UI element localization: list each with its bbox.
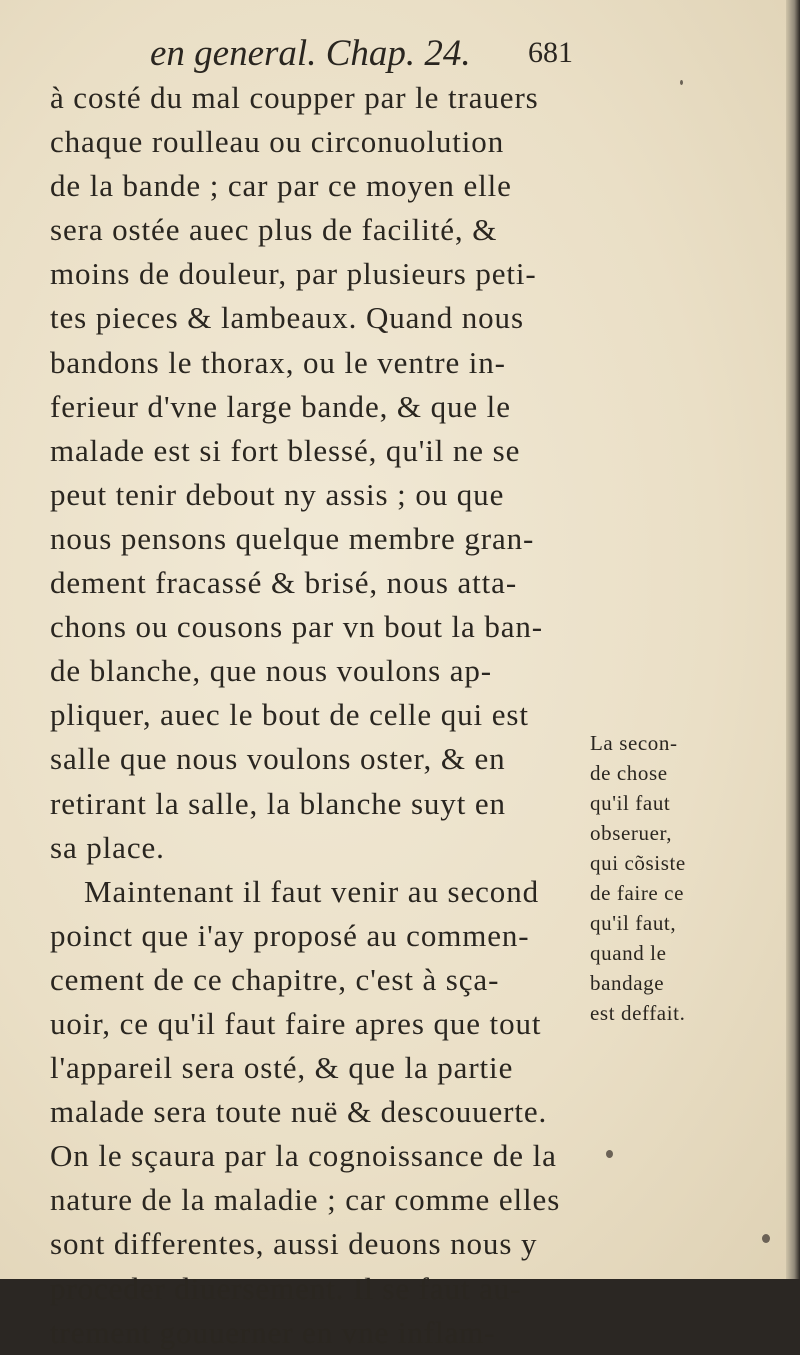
page-header (0, 28, 786, 80)
margin-note-line: La secon- (590, 731, 678, 755)
text-line: retirant la salle, la blanche suyt en (50, 785, 506, 821)
text-line: moins de douleur, par plusieurs peti- (50, 256, 537, 292)
text-line: sa place. (50, 829, 165, 865)
ink-speck (762, 1234, 770, 1243)
text-line: trement gouuerner en vne inflam- (50, 1314, 496, 1350)
margin-note-line: bandage (590, 971, 665, 995)
text-line: On le sçaura par la cognoissance de la (50, 1138, 557, 1174)
text-line: sera ostée auec plus de facilité, & (50, 212, 498, 248)
text-line: malade sera toute nuë & descouuerte. (50, 1094, 548, 1130)
text-line: nature de la maladie ; car comme elles (50, 1182, 561, 1218)
text-line: salle que nous voulons oster, & en (50, 741, 506, 777)
text-line: malade est si fort blessé, qu'il ne se (50, 432, 521, 468)
margin-note-line: obseruer, (590, 821, 673, 845)
text-line: l'appareil sera osté, & que la partie (50, 1050, 514, 1086)
margin-note-line: qu'il faut, (590, 911, 677, 935)
text-line: tes pieces & lambeaux. Quand nous (50, 300, 524, 336)
ink-speck (606, 1150, 613, 1158)
text-line: peut tenir debout ny assis ; ou que (50, 476, 505, 512)
margin-note-line: qui cõsiste (590, 851, 686, 875)
paragraph-start-line: Maintenant il faut venir au second (84, 873, 539, 909)
margin-note-line: est deffait. (590, 1001, 686, 1025)
text-line: proceder diuersement. Il se faut au- (50, 1270, 522, 1306)
text-line: cement de ce chapitre, c'est à sça- (50, 961, 500, 997)
page-edge-shadow (786, 0, 800, 1279)
text-line: à costé du mal coupper par le trauers (50, 80, 539, 115)
body-text (50, 76, 610, 1355)
text-line: de blanche, que nous voulons ap- (50, 653, 493, 689)
margin-note-line: de faire ce (590, 881, 685, 905)
text-line: de la bande ; car par ce moyen elle (50, 168, 512, 204)
text-line: chaque roulleau ou circonuolution (50, 124, 505, 160)
text-line: ferieur d'vne large bande, & que le (50, 388, 511, 424)
margin-note-line: de chose (590, 761, 668, 785)
running-title: en general. Chap. 24. (150, 33, 471, 74)
margin-note-line: qu'il faut (590, 791, 671, 815)
page-number: 681 (528, 36, 573, 69)
margin-note-line: quand le (590, 941, 667, 965)
ink-speck (680, 80, 683, 85)
text-line: sont differentes, aussi deuons nous y (50, 1226, 538, 1262)
text-line: nous pensons quelque membre gran- (50, 520, 535, 556)
margin-note (590, 728, 750, 1028)
text-line: uoir, ce qu'il faut faire apres que tout (50, 1005, 542, 1041)
text-line: chons ou cousons par vn bout la ban- (50, 609, 544, 645)
text-line: bandons le thorax, ou le ventre in- (50, 344, 506, 380)
text-line: dement fracassé & brisé, nous atta- (50, 565, 518, 601)
text-line: pliquer, auec le bout de celle qui est (50, 697, 529, 733)
text-line: poinct que i'ay proposé au commen- (50, 917, 530, 953)
